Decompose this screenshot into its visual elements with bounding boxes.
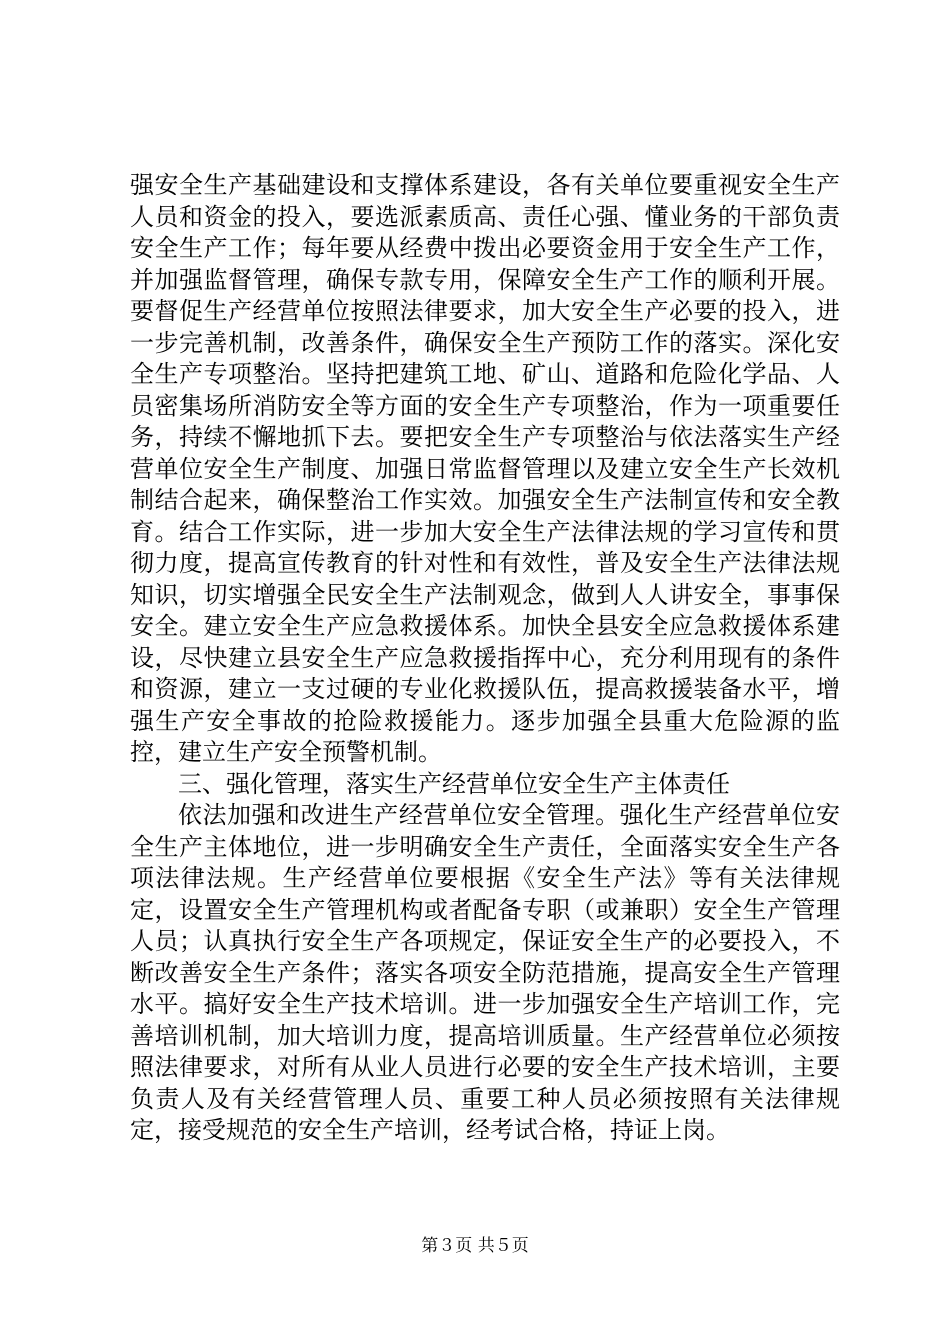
section-heading-3: 三、强化管理，落实生产经营单位安全生产主体责任 xyxy=(178,769,730,798)
paragraph-section-3: 依法加强和改进生产经营单位安全管理。强化生产经营单位安全生产主体地位，进一步明确安全生产责任，全面落实安全生产各项法律法规。生产经营单位要根据《安全生产法》等有关法律规定，设置安全生产管理机构或者配备专职（或兼职）安全生产管理人员；认真执行安全生产各项规定，保证安全生产的必要投入，不断改善安全生产条件；落实各项安全防范措施，提高安全生产管理水平。搞好安全生产技术培训。进一步加强安全生产培训工作，完善培训机制，加大培训力度，提高培训质量。生产经营单位必须按照法律要求，对所有从业人员进行必要的安全生产技术培训，主要负责人及有关经营管理人员、重要工种人员必须按照有关法律规定，接受规范的安全生产培训，经考试合格，持证上岗。 xyxy=(130,801,840,1144)
page-number-footer: 第３页 共５页 xyxy=(421,1236,529,1256)
paragraph-continued: 强安全生产基础建设和支撑体系建设，各有关单位要重视安全生产人员和资金的投入，要选派素质高、责任心强、懂业务的干部负责安全生产工作；每年要从经费中拨出必要资金用于安全生产工作，并加强监督管理，确保专款专用，保障安全生产工作的顺利开展。要督促生产经营单位按照法律要求，加大安全生产必要的投入，进一步完善机制，改善条件，确保安全生产预防工作的落实。深化安全生产专项整治。坚持把建筑工地、矿山、道路和危险化学品、人员密集场所消防安全等方面的安全生产专项整治，作为一项重要任务，持续不懈地抓下去。要把安全生产专项整治与依法落实生产经营单位安全生产制度、加强日常监督管理以及建立安全生产长效机制结合起来，确保整治工作实效。加强安全生产法制宣传和安全教育。结合工作实际，进一步加大安全生产法律法规的学习宣传和贯彻力度，提高宣传教育的针对性和有效性，普及安全生产法律法规知识，切实增强全民安全生产法制观念，做到人人讲安全，事事保安全。建立安全生产应急救援体系。加快全县安全应急救援体系建设，尽快建立县安全生产应急救援指挥中心，充分利用现有的条件和资源，建立一支过硬的专业化救援队伍，提高救援装备水平，增强生产安全事故的抢险救援能力。逐步加强全县重大危险源的监控，建立生产安全预警机制。 xyxy=(130,171,840,766)
document-body xyxy=(130,170,840,1147)
